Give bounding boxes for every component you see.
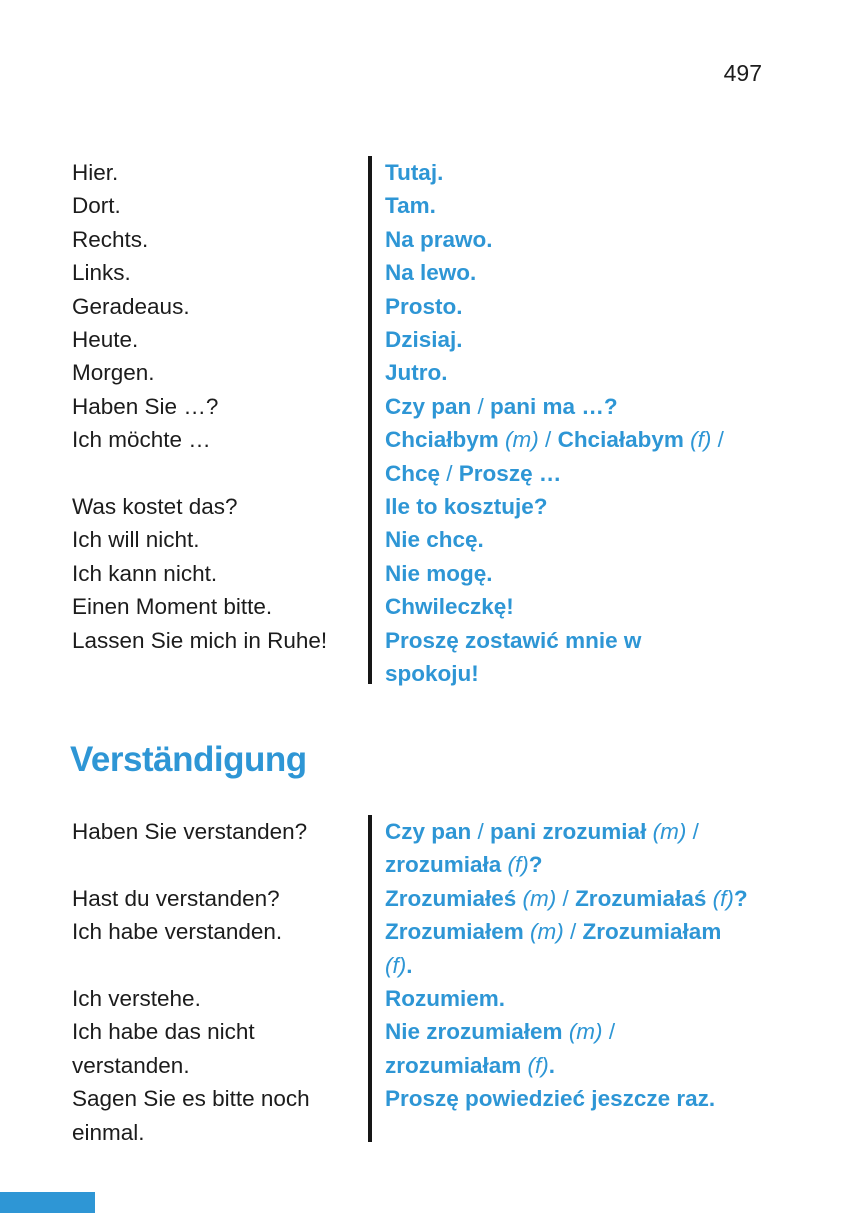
slash-separator: / bbox=[477, 819, 484, 844]
slash-separator: / bbox=[608, 1019, 616, 1045]
phrase-line-pl: Chwileczkę! bbox=[385, 594, 514, 620]
phrase-line-pl: Ile to kosztuje? bbox=[385, 494, 548, 520]
phrase-line-de bbox=[72, 657, 368, 690]
phrase-line-pl: spokoju! bbox=[385, 661, 479, 687]
gender-marker: (f) bbox=[712, 885, 734, 911]
phrase-line-de: Links. bbox=[72, 260, 131, 286]
page-number: 497 bbox=[723, 60, 762, 86]
slash-separator: / bbox=[570, 919, 577, 945]
phrase-line-pl: Chciałbym (m) / Chciałabym (f) / bbox=[385, 427, 724, 453]
gender-marker: (f) bbox=[527, 1052, 549, 1078]
slash-separator: / bbox=[692, 819, 699, 844]
phrase-line-pl: Chcę / Proszę … bbox=[385, 460, 562, 486]
polish-column bbox=[372, 156, 777, 691]
phrase-line-pl: Rozumiem. bbox=[385, 986, 506, 1012]
phrase-line-pl: Nie zrozumiałem (m) / bbox=[385, 1019, 616, 1045]
german-column bbox=[72, 815, 368, 1149]
phrase-line-pl: Tutaj. bbox=[385, 160, 444, 185]
phrase-line-de: Lassen Sie mich in Ruhe! bbox=[72, 627, 328, 653]
phrase-block-general bbox=[72, 156, 777, 691]
german-column bbox=[72, 156, 368, 691]
phrase-block-verstaendigung bbox=[72, 815, 777, 1149]
polish-column bbox=[372, 815, 777, 1149]
phrase-line-pl: Zrozumiałem (m) / Zrozumiałam bbox=[385, 919, 722, 945]
phrase-line-de: Ich verstehe. bbox=[72, 986, 201, 1012]
phrase-line-pl: Nie chcę. bbox=[385, 527, 484, 553]
phrase-line-de: Haben Sie verstanden? bbox=[72, 819, 308, 844]
gender-marker: (m) bbox=[522, 885, 557, 911]
phrase-line-de: Ich möchte … bbox=[72, 427, 211, 453]
phrase-line-de: Hier. bbox=[72, 160, 119, 185]
phrase-line-de: Einen Moment bitte. bbox=[72, 594, 273, 620]
phrase-line-de: Hast du verstanden? bbox=[72, 885, 280, 911]
gender-marker: (m) bbox=[530, 919, 564, 945]
phrase-line-pl: Czy pan / pani zrozumiał (m) / bbox=[385, 819, 699, 844]
phrase-line-de: verstanden. bbox=[72, 1052, 190, 1078]
phrase-line-pl: Proszę powiedzieć jeszcze raz. bbox=[385, 1086, 716, 1112]
gender-marker: (m) bbox=[652, 819, 687, 844]
phrase-line-de: Haben Sie …? bbox=[72, 393, 219, 419]
phrase-line-pl bbox=[385, 1116, 777, 1149]
page-edge-tab bbox=[0, 1192, 95, 1213]
phrase-line-pl: Jutro. bbox=[385, 360, 448, 386]
phrase-line-pl: Zrozumiałeś (m) / Zrozumiałaś (f)? bbox=[385, 885, 748, 911]
phrase-line-de bbox=[72, 949, 368, 982]
slash-separator: / bbox=[562, 885, 569, 911]
phrase-line-de bbox=[72, 848, 368, 881]
gender-marker: (f) bbox=[507, 852, 529, 878]
phrase-line-pl: Na lewo. bbox=[385, 260, 477, 286]
phrase-line-de: Ich habe verstanden. bbox=[72, 919, 283, 945]
phrase-line-de: Was kostet das? bbox=[72, 494, 238, 520]
phrase-line-pl: Tam. bbox=[385, 193, 436, 219]
phrase-line-de: Heute. bbox=[72, 327, 139, 353]
phrase-line-de: Ich will nicht. bbox=[72, 527, 200, 553]
phrase-line-de: Rechts. bbox=[72, 226, 149, 252]
phrase-line-de: Ich kann nicht. bbox=[72, 560, 218, 586]
phrase-line-pl: Dzisiaj. bbox=[385, 327, 463, 353]
gender-marker: (m) bbox=[505, 427, 539, 453]
slash-separator: / bbox=[446, 460, 453, 486]
phrase-line-pl: (f). bbox=[385, 952, 413, 978]
phrase-line-pl: Czy pan / pani ma …? bbox=[385, 393, 618, 419]
slash-separator: / bbox=[717, 427, 724, 453]
section-heading: Verständigung bbox=[70, 740, 307, 779]
phrase-line-pl: Na prawo. bbox=[385, 226, 493, 252]
phrase-line-pl: Prosto. bbox=[385, 293, 463, 319]
phrase-line-de: einmal. bbox=[72, 1119, 145, 1145]
phrase-line-de: Ich habe das nicht bbox=[72, 1019, 255, 1045]
phrase-line-pl: Proszę zostawić mnie w bbox=[385, 627, 642, 653]
phrase-line-pl: Nie mogę. bbox=[385, 560, 493, 586]
phrase-line-pl: zrozumiałam (f). bbox=[385, 1052, 556, 1078]
gender-marker: (f) bbox=[690, 427, 712, 453]
gender-marker: (f) bbox=[385, 952, 407, 978]
phrase-line-de: Morgen. bbox=[72, 360, 155, 386]
phrase-line-pl: zrozumiała (f)? bbox=[385, 852, 543, 878]
gender-marker: (m) bbox=[568, 1019, 603, 1045]
slash-separator: / bbox=[477, 393, 484, 419]
phrase-line-de bbox=[72, 457, 368, 490]
phrase-line-de: Sagen Sie es bitte noch bbox=[72, 1086, 310, 1112]
phrase-line-de: Dort. bbox=[72, 193, 121, 219]
phrase-line-de: Geradeaus. bbox=[72, 293, 190, 319]
slash-separator: / bbox=[545, 427, 552, 453]
